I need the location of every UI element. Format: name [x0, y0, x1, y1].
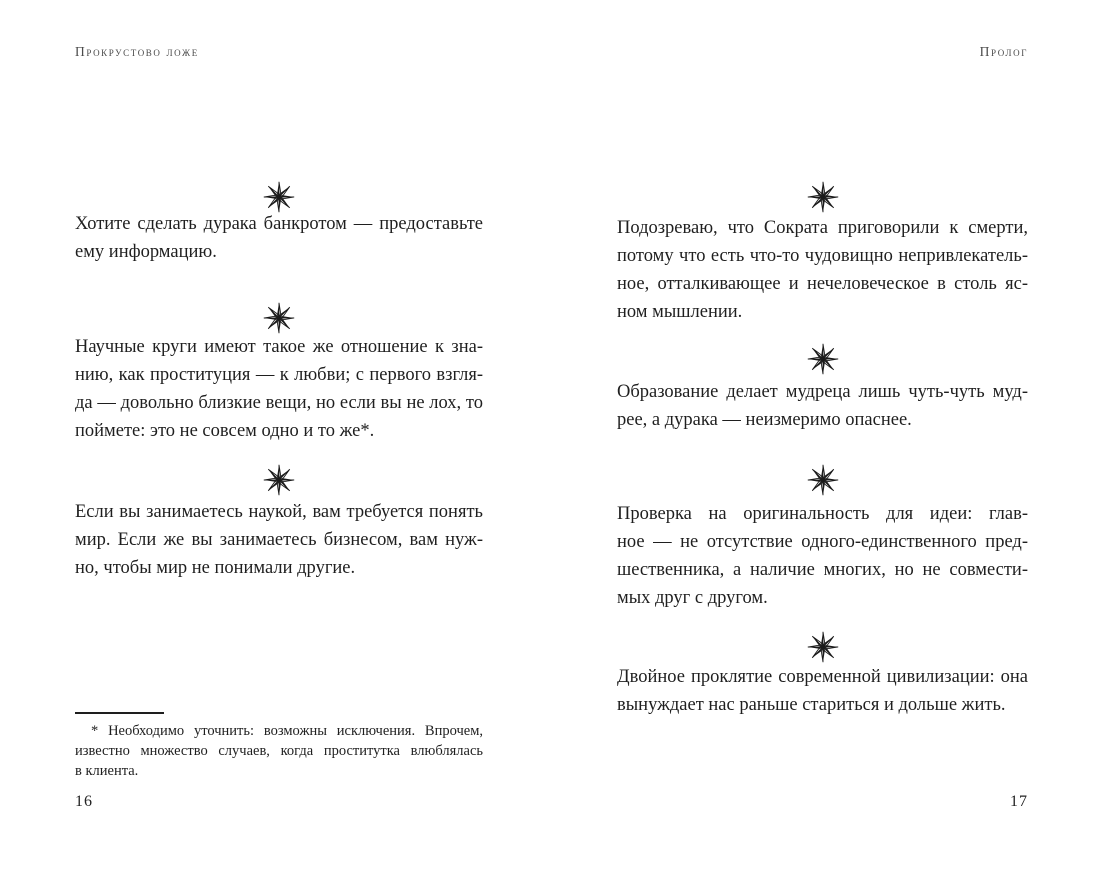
aphorism: Хотите сделать дурака банкротом — предоставьте ему информацию. [75, 214, 483, 262]
eight-pointed-star-icon [617, 464, 1028, 496]
eight-pointed-star-icon [75, 302, 483, 334]
eight-pointed-star-icon [617, 181, 1028, 213]
eight-pointed-star-icon [75, 464, 483, 496]
aphorism: Двойное проклятие современной цивилизации: она вынуждает нас раньше стариться и дольше жить. [617, 667, 1028, 715]
page-number-right: 17 [1010, 793, 1028, 810]
footnote: * Необходимо уточнить: возможны исключения. Впрочем, известно множество случаев, когда проститутка влюблялась в клиента. [75, 723, 483, 779]
footnote-rule [75, 712, 164, 714]
aphorism: Подозреваю, что Сократа приговорили к смерти, потому что есть что-то чудовищно непривлекатель- ное, отталкивающее и нечеловеческое в столь яс- ном мышлении. [617, 218, 1028, 322]
running-header-right: Пролог [979, 44, 1028, 59]
aphorism: Проверка на оригинальность для идеи: глав- ное — не отсутствие одного-единственного пред- шественника, а наличие многих, но не совмести- мых друг с другом. [617, 504, 1028, 608]
page-number-left: 16 [75, 793, 93, 810]
eight-pointed-star-icon [617, 343, 1028, 375]
eight-pointed-star-icon [617, 631, 1028, 663]
aphorism: Научные круги имеют такое же отношение к зна- нию, как проституция — к любви; с первого взгля- да — довольно близкие вещи, но если вы не лох, то поймете: это не совсем одно и то же*. [75, 337, 483, 441]
aphorism: Образование делает мудреца лишь чуть-чуть муд- рее, а дурака — неизмеримо опаснее. [617, 382, 1028, 430]
eight-pointed-star-icon [75, 181, 483, 213]
running-header-left: Прокрустово ложе [75, 44, 199, 59]
aphorism: Если вы занимаетесь наукой, вам требуется понять мир. Если же вы занимаетесь бизнесом, вам нуж- но, чтобы мир не понимали другие. [75, 502, 483, 578]
